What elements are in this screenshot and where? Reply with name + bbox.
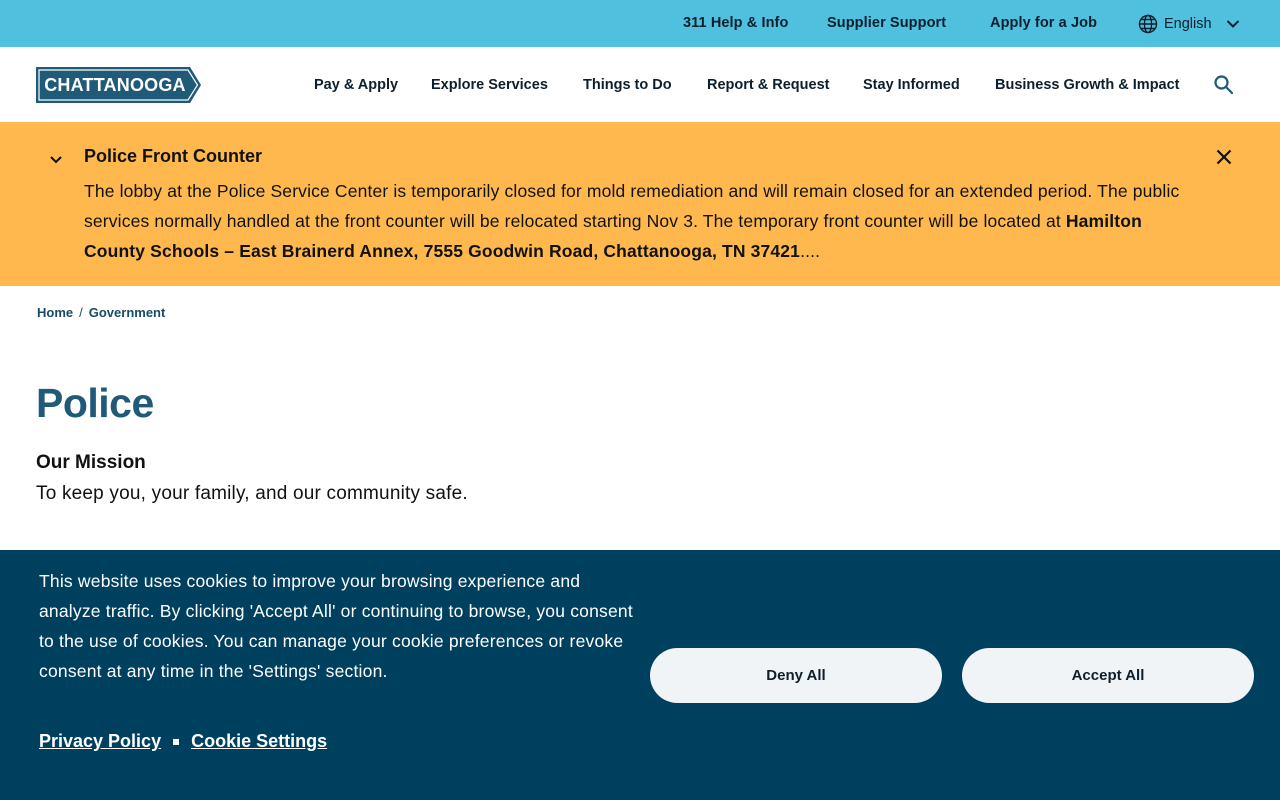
alert-body (84, 176, 1194, 266)
cookie-settings-link[interactable]: Cookie Settings (191, 731, 328, 751)
breadcrumb-separator: / (79, 305, 83, 320)
deny-all-button[interactable]: Deny All (650, 648, 942, 703)
alert-body-intro: The lobby at the Police Service Center is temporarily closed for mold remediation and will remain closed for an extended period. The public services normally handled at the front counter will be relocated starting Nov 3. The temporary front counter will be located at (84, 181, 1180, 231)
nav-business-growth[interactable]: Business Growth & Impact (995, 77, 1180, 93)
apply-job-link[interactable]: Apply for a Job (990, 15, 1098, 31)
page-title: Police (36, 380, 154, 426)
cookie-text: This website uses cookies to improve your browsing experience and analyze traffic. By clicking 'Accept All' or continuing to browse, you consent to the use of cookies. You can manage your cookie preferences or revoke consent at any time in the 'Settings' section. (39, 571, 633, 681)
chevron-down-icon[interactable] (47, 150, 65, 168)
breadcrumb-home[interactable]: Home (37, 305, 74, 320)
globe-icon (1138, 14, 1158, 34)
nav-things-to-do[interactable]: Things to Do (583, 77, 672, 93)
separator-dot (173, 739, 179, 745)
nav-stay-informed[interactable]: Stay Informed (863, 77, 960, 93)
mission-heading: Our Mission (36, 452, 146, 473)
cookie-links (39, 731, 327, 752)
search-icon[interactable] (1213, 74, 1235, 96)
mission-text: To keep you, your family, and our community safe. (36, 483, 468, 504)
alert-body-suffix: .... (800, 241, 821, 261)
utility-bar (0, 0, 1280, 47)
language-selector[interactable] (1138, 13, 1240, 35)
chattanooga-logo[interactable] (36, 67, 202, 103)
language-label: English (1164, 16, 1212, 32)
main-header (0, 47, 1280, 122)
help-info-link[interactable]: 311 Help & Info (683, 15, 789, 31)
privacy-policy-link[interactable]: Privacy Policy (39, 731, 162, 751)
nav-pay-apply[interactable]: Pay & Apply (314, 77, 399, 93)
breadcrumb (37, 305, 165, 320)
accept-all-button[interactable]: Accept All (962, 648, 1254, 703)
chevron-down-icon (1226, 19, 1240, 29)
alert-body-address: Hamilton County Schools – East Brainerd Annex, 7555 Goodwin Road, Chattanooga, TN 37421 (84, 211, 1142, 261)
nav-explore-services[interactable]: Explore Services (431, 77, 548, 93)
nav-report-request[interactable]: Report & Request (707, 77, 830, 93)
logo-text: CHATTANOOGA (44, 74, 186, 95)
alert-banner (0, 122, 1280, 286)
cookie-banner (0, 550, 1280, 800)
breadcrumb-government[interactable]: Government (88, 305, 166, 320)
supplier-support-link[interactable]: Supplier Support (827, 15, 947, 31)
alert-title: Police Front Counter (84, 146, 263, 166)
close-icon[interactable] (1214, 147, 1234, 167)
